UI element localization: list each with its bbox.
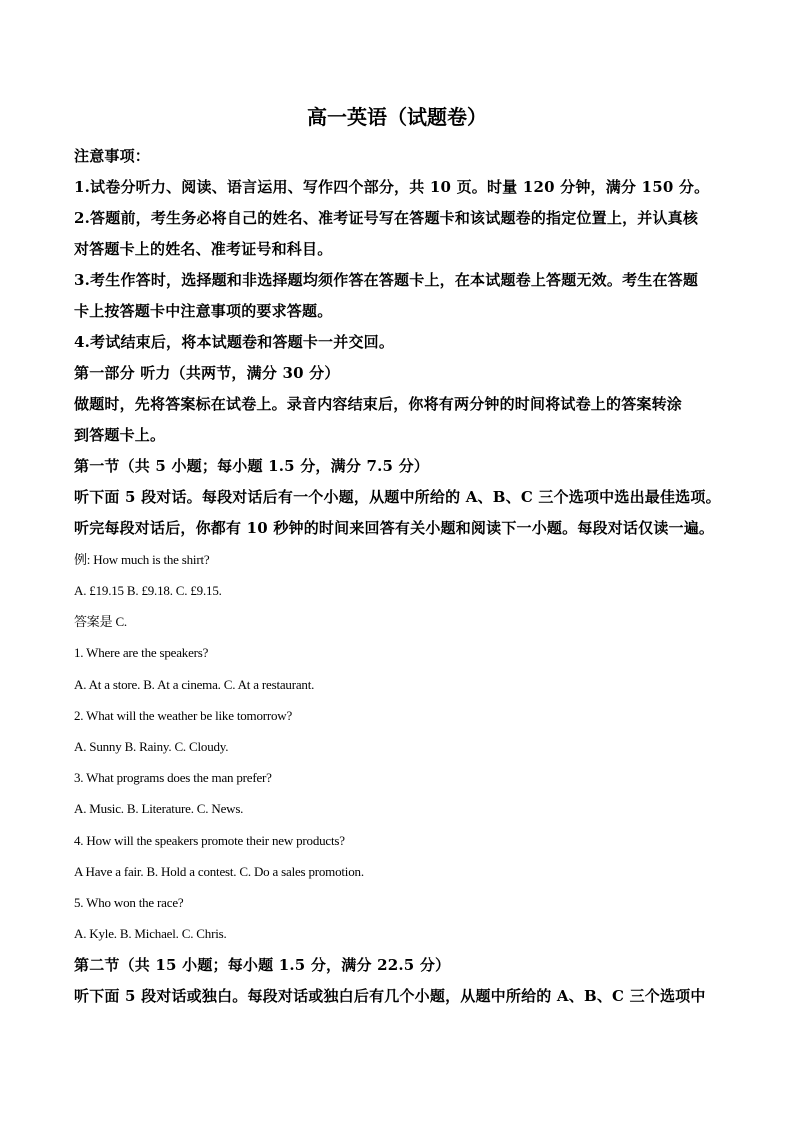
text-line: A. At a store. B. At a cinema. C. At a restaurant. bbox=[74, 677, 315, 692]
text-line: 4. How will the speakers promote their new products? bbox=[74, 833, 345, 848]
page-title: 高一英语（试题卷） bbox=[307, 105, 487, 129]
text-line: 听下面 5 段对话。每段对话后有一个小题，从题中所给的 A、B、C 三个选项中选出最佳选项。 bbox=[74, 488, 721, 506]
text-line: 2. What will the weather be like tomorrow? bbox=[74, 708, 293, 723]
text-line: 例: How much is the shirt? bbox=[74, 552, 210, 567]
text-line: 3.考生作答时，选择题和非选择题均须作答在答题卡上，在本试题卷上答题无效。考生在答题 bbox=[74, 271, 699, 289]
text-line: A Have a fair. B. Hold a contest. C. Do a sales promotion. bbox=[74, 864, 364, 879]
text-line: 4.考试结束后，将本试题卷和答题卡一并交回。 bbox=[74, 333, 395, 351]
text-line: 听完每段对话后，你都有 10 秒钟的时间来回答有关小题和阅读下一小题。每段对话仅读一遍。 bbox=[74, 519, 715, 537]
text-line: 1.试卷分听力、阅读、语言运用、写作四个部分，共 10 页。时量 120 分钟，满分 150 分。 bbox=[74, 178, 710, 196]
text-line: 第一部分 听力（共两节，满分 30 分） bbox=[74, 364, 340, 382]
text-line: 2.答题前，考生务必将自己的姓名、准考证号写在答题卡和该试题卷的指定位置上，并认真核 bbox=[74, 209, 699, 227]
text-line: 卡上按答题卡中注意事项的要求答题。 bbox=[74, 302, 333, 320]
text-line: 听下面 5 段对话或独白。每段对话或独白后有几个小题，从题中所给的 A、B、C 三个选项中 bbox=[74, 987, 706, 1005]
text-line: A. £19.15 B. £9.18. C. £9.15. bbox=[74, 583, 222, 598]
text-line: 5. Who won the race? bbox=[74, 895, 184, 910]
text-line: A. Music. B. Literature. C. News. bbox=[74, 801, 244, 816]
text-line: 1. Where are the speakers? bbox=[74, 645, 209, 660]
text-line: 到答题卡上。 bbox=[74, 426, 166, 444]
text-line: A. Sunny B. Rainy. C. Cloudy. bbox=[74, 739, 229, 754]
text-line: 答案是 C. bbox=[74, 614, 127, 629]
text-line: A. Kyle. B. Michael. C. Chris. bbox=[74, 926, 227, 941]
text-line: 3. What programs does the man prefer? bbox=[74, 770, 272, 785]
text-line: 做题时，先将答案标在试卷上。录音内容结束后，你将有两分钟的时间将试卷上的答案转涂 bbox=[74, 395, 683, 413]
text-line: 第二节（共 15 小题；每小题 1.5 分，满分 22.5 分） bbox=[74, 956, 451, 974]
text-line: 对答题卡上的姓名、准考证号和科目。 bbox=[74, 240, 333, 258]
text-line: 注意事项： bbox=[74, 147, 151, 165]
text-line: 第一节（共 5 小题；每小题 1.5 分，满分 7.5 分） bbox=[74, 457, 429, 475]
